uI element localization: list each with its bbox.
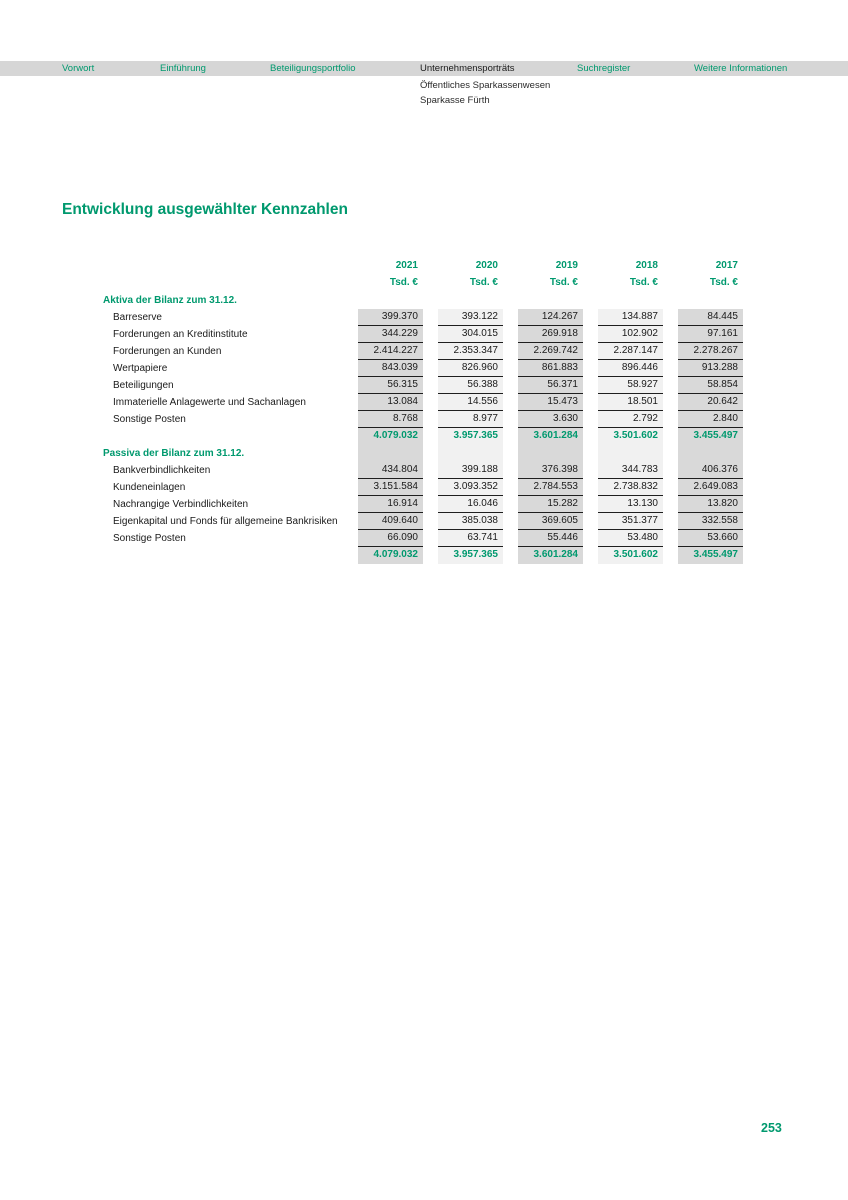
cell-value: 58.927	[598, 377, 663, 394]
cell-value: 2.269.742	[518, 343, 583, 360]
year-header-row	[103, 258, 747, 275]
cell-value: 399.188	[438, 462, 503, 479]
cell-value: 913.288	[678, 360, 743, 377]
cell-value: 8.768	[358, 411, 423, 428]
cell-value: 409.640	[358, 513, 423, 530]
table-row-eigenkapital	[103, 513, 747, 530]
cell-value: 102.902	[598, 326, 663, 343]
cell-value: 63.741	[438, 530, 503, 547]
total-value: 3.455.497	[678, 547, 743, 564]
cell-value: 369.605	[518, 513, 583, 530]
table-row-beteiligungen	[103, 377, 747, 394]
cell-value: 13.084	[358, 394, 423, 411]
nav-item-unternehmensportraets[interactable]: Unternehmensporträts	[420, 63, 515, 74]
cell-value: 2.840	[678, 411, 743, 428]
cell-value: 13.130	[598, 496, 663, 513]
section-label: Passiva der Bilanz zum 31.12.	[103, 448, 245, 459]
table-row-bankverbindlichkeiten	[103, 462, 747, 479]
unit-header: Tsd. €	[389, 277, 418, 288]
row-label: Sonstige Posten	[113, 533, 186, 544]
cell-value: 84.445	[678, 309, 743, 326]
unit-header: Tsd. €	[629, 277, 658, 288]
cell-value: 2.287.147	[598, 343, 663, 360]
cell-value: 896.446	[598, 360, 663, 377]
cell-value: 2.738.832	[598, 479, 663, 496]
cell-value: 2.792	[598, 411, 663, 428]
table-row-barreserve	[103, 309, 747, 326]
cell-value: 66.090	[358, 530, 423, 547]
cell-value: 16.046	[438, 496, 503, 513]
empty-header-cell	[103, 258, 343, 275]
cell-value: 8.977	[438, 411, 503, 428]
total-row-passiva	[103, 547, 747, 564]
total-value: 4.079.032	[358, 547, 423, 564]
total-value: 3.957.365	[438, 547, 503, 564]
total-value: 3.455.497	[678, 428, 743, 445]
top-nav-bar	[0, 61, 848, 76]
section-header-passiva	[103, 445, 747, 462]
cell-value: 53.660	[678, 530, 743, 547]
cell-value: 3.093.352	[438, 479, 503, 496]
table-row-wertpapiere	[103, 360, 747, 377]
cell-value: 58.854	[678, 377, 743, 394]
nav-item-weitere-informationen[interactable]: Weitere Informationen	[694, 63, 788, 74]
cell-value: 406.376	[678, 462, 743, 479]
cell-value: 56.388	[438, 377, 503, 394]
cell-value: 393.122	[438, 309, 503, 326]
section-label: Aktiva der Bilanz zum 31.12.	[103, 295, 237, 306]
cell-value: 826.960	[438, 360, 503, 377]
row-label: Nachrangige Verbindlichkeiten	[113, 499, 249, 510]
page-number: 253	[761, 1121, 782, 1135]
unit-header: Tsd. €	[549, 277, 578, 288]
unit-header-row	[103, 275, 747, 292]
cell-value: 2.414.227	[358, 343, 423, 360]
cell-value: 344.229	[358, 326, 423, 343]
nav-item-vorwort[interactable]: Vorwort	[62, 63, 95, 74]
total-value: 3.957.365	[438, 428, 503, 445]
cell-value: 843.039	[358, 360, 423, 377]
cell-value: 14.556	[438, 394, 503, 411]
cell-value: 3.151.584	[358, 479, 423, 496]
cell-value: 20.642	[678, 394, 743, 411]
cell-value: 332.558	[678, 513, 743, 530]
total-value: 3.501.602	[598, 428, 663, 445]
row-label: Eigenkapital und Fonds für allgemeine Bankrisiken	[113, 516, 338, 527]
cell-value: 344.783	[598, 462, 663, 479]
total-row-aktiva	[103, 428, 747, 445]
table-row-nachrangige-verbindlichkeiten	[103, 496, 747, 513]
total-value: 3.501.602	[598, 547, 663, 564]
cell-value: 56.371	[518, 377, 583, 394]
total-value: 3.601.284	[518, 547, 583, 564]
cell-value: 53.480	[598, 530, 663, 547]
total-value: 3.601.284	[518, 428, 583, 445]
row-label: Forderungen an Kreditinstitute	[113, 329, 248, 340]
cell-value: 2.353.347	[438, 343, 503, 360]
row-label: Barreserve	[113, 312, 162, 323]
section-header-aktiva	[103, 292, 747, 309]
nav-item-einfuehrung[interactable]: Einführung	[160, 63, 206, 74]
cell-value: 15.282	[518, 496, 583, 513]
year-header: 2017	[715, 260, 738, 271]
cell-value: 13.820	[678, 496, 743, 513]
unit-header: Tsd. €	[469, 277, 498, 288]
cell-value: 16.914	[358, 496, 423, 513]
total-value: 4.079.032	[358, 428, 423, 445]
table-row-kundeneinlagen	[103, 479, 747, 496]
cell-value: 2.278.267	[678, 343, 743, 360]
row-label: Sonstige Posten	[113, 414, 186, 425]
row-label: Forderungen an Kunden	[113, 346, 222, 357]
nav-item-suchregister[interactable]: Suchregister	[577, 63, 631, 74]
unit-header: Tsd. €	[709, 277, 738, 288]
cell-value: 97.161	[678, 326, 743, 343]
key-figures-table	[103, 258, 747, 564]
cell-value: 55.446	[518, 530, 583, 547]
cell-value: 124.267	[518, 309, 583, 326]
year-header: 2019	[555, 260, 578, 271]
cell-value: 15.473	[518, 394, 583, 411]
cell-value: 385.038	[438, 513, 503, 530]
breadcrumb-line-1: Öffentliches Sparkassenwesen	[420, 80, 551, 91]
row-label: Immaterielle Anlagewerte und Sachanlagen	[113, 397, 306, 408]
year-header: 2021	[395, 260, 418, 271]
cell-value: 861.883	[518, 360, 583, 377]
page-title: Entwicklung ausgewählter Kennzahlen	[62, 201, 348, 218]
table-row-immaterielle-anlagewerte	[103, 394, 747, 411]
cell-value: 399.370	[358, 309, 423, 326]
year-header: 2020	[475, 260, 498, 271]
cell-value: 2.784.553	[518, 479, 583, 496]
nav-item-beteiligungsportfolio[interactable]: Beteiligungsportfolio	[270, 63, 356, 74]
cell-value: 376.398	[518, 462, 583, 479]
row-label: Kundeneinlagen	[113, 482, 186, 493]
cell-value: 304.015	[438, 326, 503, 343]
cell-value: 351.377	[598, 513, 663, 530]
table-row-forderungen-kreditinstitute	[103, 326, 747, 343]
cell-value: 434.804	[358, 462, 423, 479]
cell-value: 269.918	[518, 326, 583, 343]
cell-value: 2.649.083	[678, 479, 743, 496]
breadcrumb-line-2: Sparkasse Fürth	[420, 95, 490, 106]
row-label: Beteiligungen	[113, 380, 174, 391]
year-header: 2018	[635, 260, 658, 271]
table-row-forderungen-kunden	[103, 343, 747, 360]
cell-value: 134.887	[598, 309, 663, 326]
cell-value: 56.315	[358, 377, 423, 394]
empty-header-cell	[103, 275, 343, 292]
cell-value: 3.630	[518, 411, 583, 428]
table-row-sonstige-posten-passiva	[103, 530, 747, 547]
cell-value: 18.501	[598, 394, 663, 411]
table-row-sonstige-posten-aktiva	[103, 411, 747, 428]
row-label: Bankverbindlichkeiten	[113, 465, 211, 476]
row-label: Wertpapiere	[113, 363, 168, 374]
